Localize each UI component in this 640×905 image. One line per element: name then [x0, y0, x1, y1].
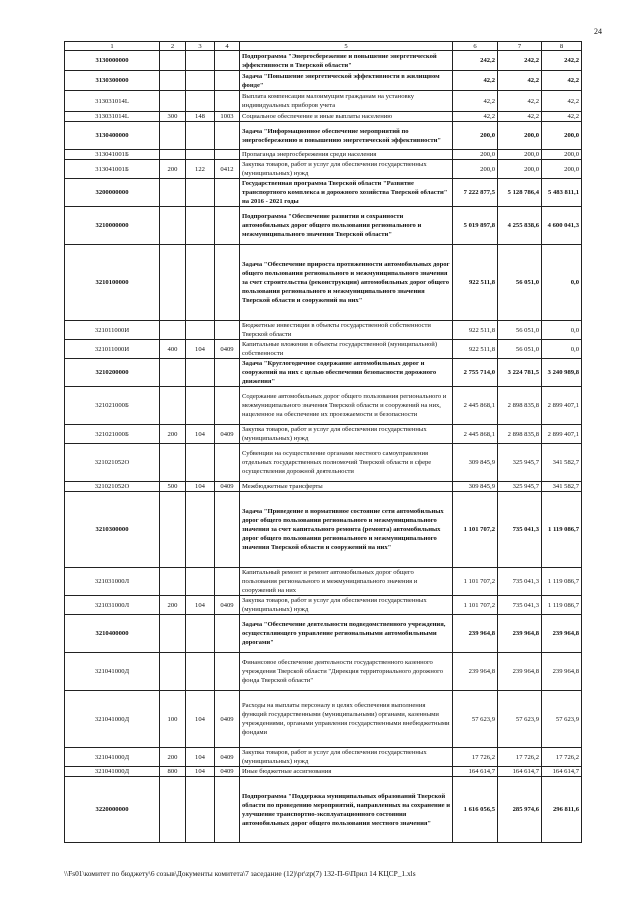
section — [215, 71, 240, 91]
amount-col-7: 285 974,6 — [498, 777, 542, 843]
description: Подпрограмма "Энергосбережение и повышение энергетической эффективности в Тверской области" — [240, 51, 453, 71]
department — [186, 444, 215, 482]
amount-col-7: 2 898 835,8 — [498, 425, 542, 444]
expense-type — [160, 207, 186, 245]
amount-col-8: 1 119 086,7 — [542, 492, 582, 568]
target-code: 321021052О — [65, 444, 160, 482]
header-cell: 2 — [160, 42, 186, 51]
section — [215, 568, 240, 596]
department — [186, 653, 215, 691]
description: Задача "Обеспечение деятельности подведомственного учреждения, осуществляющего управление региональными автомобильными дорогами" — [240, 615, 453, 653]
amount-col-7: 57 623,9 — [498, 691, 542, 748]
department — [186, 51, 215, 71]
target-code: 321041000Д — [65, 691, 160, 748]
table-row — [65, 425, 582, 444]
amount-col-7: 325 945,7 — [498, 482, 542, 492]
target-code: 313041001Б — [65, 160, 160, 179]
department — [186, 179, 215, 207]
description: Государственная программа Тверской области "Развитие транспортного комплекса и дорожного хозяйства Тверской области" на 2016 - 2021 годы — [240, 179, 453, 207]
target-code: 321031000Л — [65, 596, 160, 615]
section — [215, 91, 240, 112]
expense-type — [160, 71, 186, 91]
page-number: 24 — [594, 27, 602, 36]
department: 122 — [186, 160, 215, 179]
target-code: 3200000000 — [65, 179, 160, 207]
expense-type — [160, 91, 186, 112]
department: 104 — [186, 425, 215, 444]
table-row — [65, 387, 582, 425]
amount-col-7: 42,2 — [498, 112, 542, 122]
department — [186, 207, 215, 245]
table-row — [65, 179, 582, 207]
section: 0409 — [215, 340, 240, 359]
table-row — [65, 91, 582, 112]
expense-type — [160, 51, 186, 71]
amount-col-7: 200,0 — [498, 150, 542, 160]
target-code: 321041000Д — [65, 653, 160, 691]
description: Задача "Приведение в нормативное состояние сети автомобильных дорог общего пользования регионального и межмуниципального значения за счет капитального ремонта (ремонта) автомобильных дорог общего пользования регионального и межмуниципального значения Тверской области и сооружений на них" — [240, 492, 453, 568]
table-row — [65, 596, 582, 615]
table-row — [65, 321, 582, 340]
amount-col-8: 2 899 407,1 — [542, 425, 582, 444]
amount-col-7: 200,0 — [498, 122, 542, 150]
target-code: 3210200000 — [65, 359, 160, 387]
department: 148 — [186, 112, 215, 122]
header-cell: 3 — [186, 42, 215, 51]
description: Финансовое обеспечение деятельности государственного казенного учреждения Тверской области "Дирекция территориального дорожного фонда Тверской области" — [240, 653, 453, 691]
section: 0409 — [215, 596, 240, 615]
target-code: 3130000000 — [65, 51, 160, 71]
amount-col-6: 200,0 — [453, 122, 498, 150]
expense-type — [160, 179, 186, 207]
department: 104 — [186, 340, 215, 359]
amount-col-7: 735 041,3 — [498, 492, 542, 568]
header-cell: 7 — [498, 42, 542, 51]
department: 104 — [186, 596, 215, 615]
header-cell: 1 — [65, 42, 160, 51]
department — [186, 615, 215, 653]
expense-type: 100 — [160, 691, 186, 748]
expense-type — [160, 122, 186, 150]
amount-col-8: 296 811,6 — [542, 777, 582, 843]
table-row — [65, 112, 582, 122]
expense-type: 200 — [160, 160, 186, 179]
department — [186, 568, 215, 596]
target-code: 3210300000 — [65, 492, 160, 568]
amount-col-8: 0,0 — [542, 245, 582, 321]
header-cell: 4 — [215, 42, 240, 51]
target-code: 313041001Б — [65, 150, 160, 160]
description: Капитальный ремонт и ремонт автомобильных дорог общего пользования регионального и межмуниципального значения и сооружений на них — [240, 568, 453, 596]
amount-col-7: 56 051,0 — [498, 321, 542, 340]
expense-type: 800 — [160, 767, 186, 777]
expense-type: 300 — [160, 112, 186, 122]
section — [215, 387, 240, 425]
description: Пропаганда энергосбережения среди населения — [240, 150, 453, 160]
description: Подпрограмма "Обеспечение развития и сохранности автомобильных дорог общего пользования регионального и межмуниципального значения Тверской области" — [240, 207, 453, 245]
table-body — [65, 42, 582, 843]
department — [186, 71, 215, 91]
amount-col-6: 42,2 — [453, 112, 498, 122]
amount-col-6: 57 623,9 — [453, 691, 498, 748]
department — [186, 245, 215, 321]
table-row — [65, 160, 582, 179]
amount-col-7: 200,0 — [498, 160, 542, 179]
description: Субвенции на осуществление органами местного самоуправления отдельных государственных полномочий Тверской области в сфере осуществления дорожной деятельности — [240, 444, 453, 482]
expense-type — [160, 444, 186, 482]
description: Задача "Повышение энергетической эффективности в жилищном фонде" — [240, 71, 453, 91]
description: Задача "Информационное обеспечение мероприятий по энергосбережению и повышению энергетической эффективности" — [240, 122, 453, 150]
department — [186, 122, 215, 150]
department: 104 — [186, 482, 215, 492]
section — [215, 51, 240, 71]
expense-type — [160, 387, 186, 425]
amount-col-8: 200,0 — [542, 160, 582, 179]
table-row — [65, 568, 582, 596]
expense-type: 400 — [160, 340, 186, 359]
table-row — [65, 340, 582, 359]
section: 1003 — [215, 112, 240, 122]
amount-col-6: 17 726,2 — [453, 748, 498, 767]
amount-col-6: 5 019 897,8 — [453, 207, 498, 245]
description: Капитальные вложения в объекты государственной (муниципальной) собственности — [240, 340, 453, 359]
amount-col-7: 42,2 — [498, 91, 542, 112]
amount-col-7: 735 041,3 — [498, 596, 542, 615]
target-code: 321041000Д — [65, 748, 160, 767]
amount-col-8: 0,0 — [542, 321, 582, 340]
section — [215, 615, 240, 653]
amount-col-6: 239 964,8 — [453, 653, 498, 691]
expense-type: 200 — [160, 596, 186, 615]
amount-col-7: 56 051,0 — [498, 340, 542, 359]
amount-col-7: 735 041,3 — [498, 568, 542, 596]
section: 0409 — [215, 748, 240, 767]
amount-col-8: 42,2 — [542, 91, 582, 112]
section — [215, 653, 240, 691]
target-code: 321021052О — [65, 482, 160, 492]
expense-type — [160, 245, 186, 321]
target-code: 313031014L — [65, 112, 160, 122]
amount-col-7: 239 964,8 — [498, 615, 542, 653]
target-code: 3210400000 — [65, 615, 160, 653]
amount-col-8: 17 726,2 — [542, 748, 582, 767]
section: 0409 — [215, 482, 240, 492]
description: Иные бюджетные ассигнования — [240, 767, 453, 777]
target-code: 3130400000 — [65, 122, 160, 150]
target-code: 3220000000 — [65, 777, 160, 843]
table-row — [65, 767, 582, 777]
table-row — [65, 444, 582, 482]
description: Закупка товаров, работ и услуг для обеспечения государственных (муниципальных) нужд — [240, 425, 453, 444]
description: Подпрограмма "Поддержка муниципальных образований Тверской области по проведению мероприятий, направленных на сохранение и улучшение транспортно-эксплуатационного состояния автомобильных дорог общего пользования местного значения" — [240, 777, 453, 843]
amount-col-6: 2 445 868,1 — [453, 425, 498, 444]
amount-col-7: 17 726,2 — [498, 748, 542, 767]
section: 0412 — [215, 160, 240, 179]
amount-col-6: 7 222 877,5 — [453, 179, 498, 207]
amount-col-6: 2 445 868,1 — [453, 387, 498, 425]
target-code: 3130300000 — [65, 71, 160, 91]
amount-col-6: 242,2 — [453, 51, 498, 71]
expense-type — [160, 615, 186, 653]
amount-col-7: 5 128 786,4 — [498, 179, 542, 207]
amount-col-6: 1 101 707,2 — [453, 492, 498, 568]
description: Закупка товаров, работ и услуг для обеспечения государственных (муниципальных) нужд — [240, 748, 453, 767]
expense-type — [160, 359, 186, 387]
amount-col-6: 200,0 — [453, 160, 498, 179]
section: 0409 — [215, 767, 240, 777]
expense-type: 200 — [160, 748, 186, 767]
amount-col-6: 1 616 056,5 — [453, 777, 498, 843]
amount-col-7: 56 051,0 — [498, 245, 542, 321]
table-row — [65, 51, 582, 71]
header-cell: 5 — [240, 42, 453, 51]
target-code: 3210100000 — [65, 245, 160, 321]
amount-col-8: 0,0 — [542, 340, 582, 359]
amount-col-8: 2 899 407,1 — [542, 387, 582, 425]
amount-col-8: 57 623,9 — [542, 691, 582, 748]
department — [186, 387, 215, 425]
section — [215, 150, 240, 160]
table-row — [65, 71, 582, 91]
amount-col-7: 42,2 — [498, 71, 542, 91]
target-code: 321021000Б — [65, 425, 160, 444]
table-row — [65, 777, 582, 843]
amount-col-6: 42,2 — [453, 71, 498, 91]
department — [186, 492, 215, 568]
amount-col-8: 341 582,7 — [542, 482, 582, 492]
expense-type — [160, 492, 186, 568]
department: 104 — [186, 767, 215, 777]
table-row — [65, 245, 582, 321]
amount-col-6: 922 511,8 — [453, 321, 498, 340]
amount-col-7: 325 945,7 — [498, 444, 542, 482]
description: Расходы на выплаты персоналу в целях обеспечения выполнения функций государственными (муниципальными) органами, казенными учреждениями, органами управления государственными внебюджетными фондами — [240, 691, 453, 748]
amount-col-8: 239 964,8 — [542, 653, 582, 691]
section — [215, 122, 240, 150]
amount-col-7: 2 898 835,8 — [498, 387, 542, 425]
target-code: 321031000Л — [65, 568, 160, 596]
target-code: 321011000И — [65, 321, 160, 340]
table-row — [65, 653, 582, 691]
amount-col-8: 200,0 — [542, 150, 582, 160]
target-code: 321011000И — [65, 340, 160, 359]
expense-type — [160, 568, 186, 596]
amount-col-7: 4 255 838,6 — [498, 207, 542, 245]
amount-col-6: 309 845,9 — [453, 482, 498, 492]
section — [215, 359, 240, 387]
department — [186, 150, 215, 160]
amount-col-6: 309 845,9 — [453, 444, 498, 482]
department — [186, 91, 215, 112]
amount-col-7: 242,2 — [498, 51, 542, 71]
amount-col-6: 42,2 — [453, 91, 498, 112]
target-code: 321021000Б — [65, 387, 160, 425]
header-cell: 8 — [542, 42, 582, 51]
description: Закупка товаров, работ и услуг для обеспечения государственных (муниципальных) нужд — [240, 596, 453, 615]
amount-col-8: 5 483 811,1 — [542, 179, 582, 207]
table-row — [65, 359, 582, 387]
table-row — [65, 492, 582, 568]
target-code: 313031014L — [65, 91, 160, 112]
target-code: 3210000000 — [65, 207, 160, 245]
amount-col-6: 1 101 707,2 — [453, 568, 498, 596]
amount-col-6: 2 755 714,0 — [453, 359, 498, 387]
table-row — [65, 615, 582, 653]
section — [215, 492, 240, 568]
table-row — [65, 482, 582, 492]
department: 104 — [186, 748, 215, 767]
department — [186, 321, 215, 340]
amount-col-8: 3 240 989,8 — [542, 359, 582, 387]
description: Закупка товаров, работ и услуг для обеспечения государственных (муниципальных) нужд — [240, 160, 453, 179]
table-row — [65, 207, 582, 245]
expense-type — [160, 150, 186, 160]
amount-col-7: 239 964,8 — [498, 653, 542, 691]
section — [215, 321, 240, 340]
department — [186, 359, 215, 387]
section: 0409 — [215, 425, 240, 444]
description: Выплата компенсации малоимущим гражданам на установку индивидуальных приборов учета — [240, 91, 453, 112]
description: Бюджетные инвестиции в объекты государственной собственности Тверской области — [240, 321, 453, 340]
header-cell: 6 — [453, 42, 498, 51]
amount-col-8: 42,2 — [542, 71, 582, 91]
section — [215, 207, 240, 245]
amount-col-6: 239 964,8 — [453, 615, 498, 653]
amount-col-6: 164 614,7 — [453, 767, 498, 777]
amount-col-8: 200,0 — [542, 122, 582, 150]
department — [186, 777, 215, 843]
amount-col-8: 4 600 041,3 — [542, 207, 582, 245]
description: Задача "Обеспечение прироста протяженности автомобильных дорог общего пользования регионального и межмуниципального значения за счет строительства (реконструкции) автомобильных дорог общего пользования регионального и межмуниципального значения Тверской области и сооружений на них" — [240, 245, 453, 321]
table-row — [65, 150, 582, 160]
description: Задача "Круглогодичное содержание автомобильных дорог и сооружений на них с целью обеспечения безопасности дорожного движения" — [240, 359, 453, 387]
target-code: 321041000Д — [65, 767, 160, 777]
amount-col-6: 1 101 707,2 — [453, 596, 498, 615]
description: Содержание автомобильных дорог общего пользования регионального и межмуниципального значения Тверской области и сооружений на них, нацеленное на обеспечение их проезжаемости и безопасности — [240, 387, 453, 425]
amount-col-8: 42,2 — [542, 112, 582, 122]
amount-col-6: 200,0 — [453, 150, 498, 160]
description: Социальное обеспечение и иные выплаты населению — [240, 112, 453, 122]
header-row — [65, 42, 582, 51]
amount-col-8: 239 964,8 — [542, 615, 582, 653]
table-row — [65, 691, 582, 748]
expense-type — [160, 653, 186, 691]
section — [215, 444, 240, 482]
amount-col-8: 1 119 086,7 — [542, 568, 582, 596]
department: 104 — [186, 691, 215, 748]
amount-col-6: 922 511,8 — [453, 340, 498, 359]
table-row — [65, 748, 582, 767]
section — [215, 777, 240, 843]
file-path-footer: \\Fs01\комитет по бюджету\6 созыв\Документы комитета\7 заседание (12)\pr\zp(7) 132-П-6\Прил 14 КЦСР_1.xls — [64, 869, 416, 878]
section — [215, 245, 240, 321]
amount-col-8: 341 582,7 — [542, 444, 582, 482]
section: 0409 — [215, 691, 240, 748]
expense-type: 500 — [160, 482, 186, 492]
amount-col-8: 242,2 — [542, 51, 582, 71]
table-row — [65, 122, 582, 150]
expense-type — [160, 777, 186, 843]
description: Межбюджетные трансферты — [240, 482, 453, 492]
amount-col-7: 3 224 781,5 — [498, 359, 542, 387]
amount-col-8: 164 614,7 — [542, 767, 582, 777]
section — [215, 179, 240, 207]
amount-col-8: 1 119 086,7 — [542, 596, 582, 615]
amount-col-7: 164 614,7 — [498, 767, 542, 777]
expense-type — [160, 321, 186, 340]
budget-table — [64, 41, 582, 843]
expense-type: 200 — [160, 425, 186, 444]
amount-col-6: 922 511,8 — [453, 245, 498, 321]
